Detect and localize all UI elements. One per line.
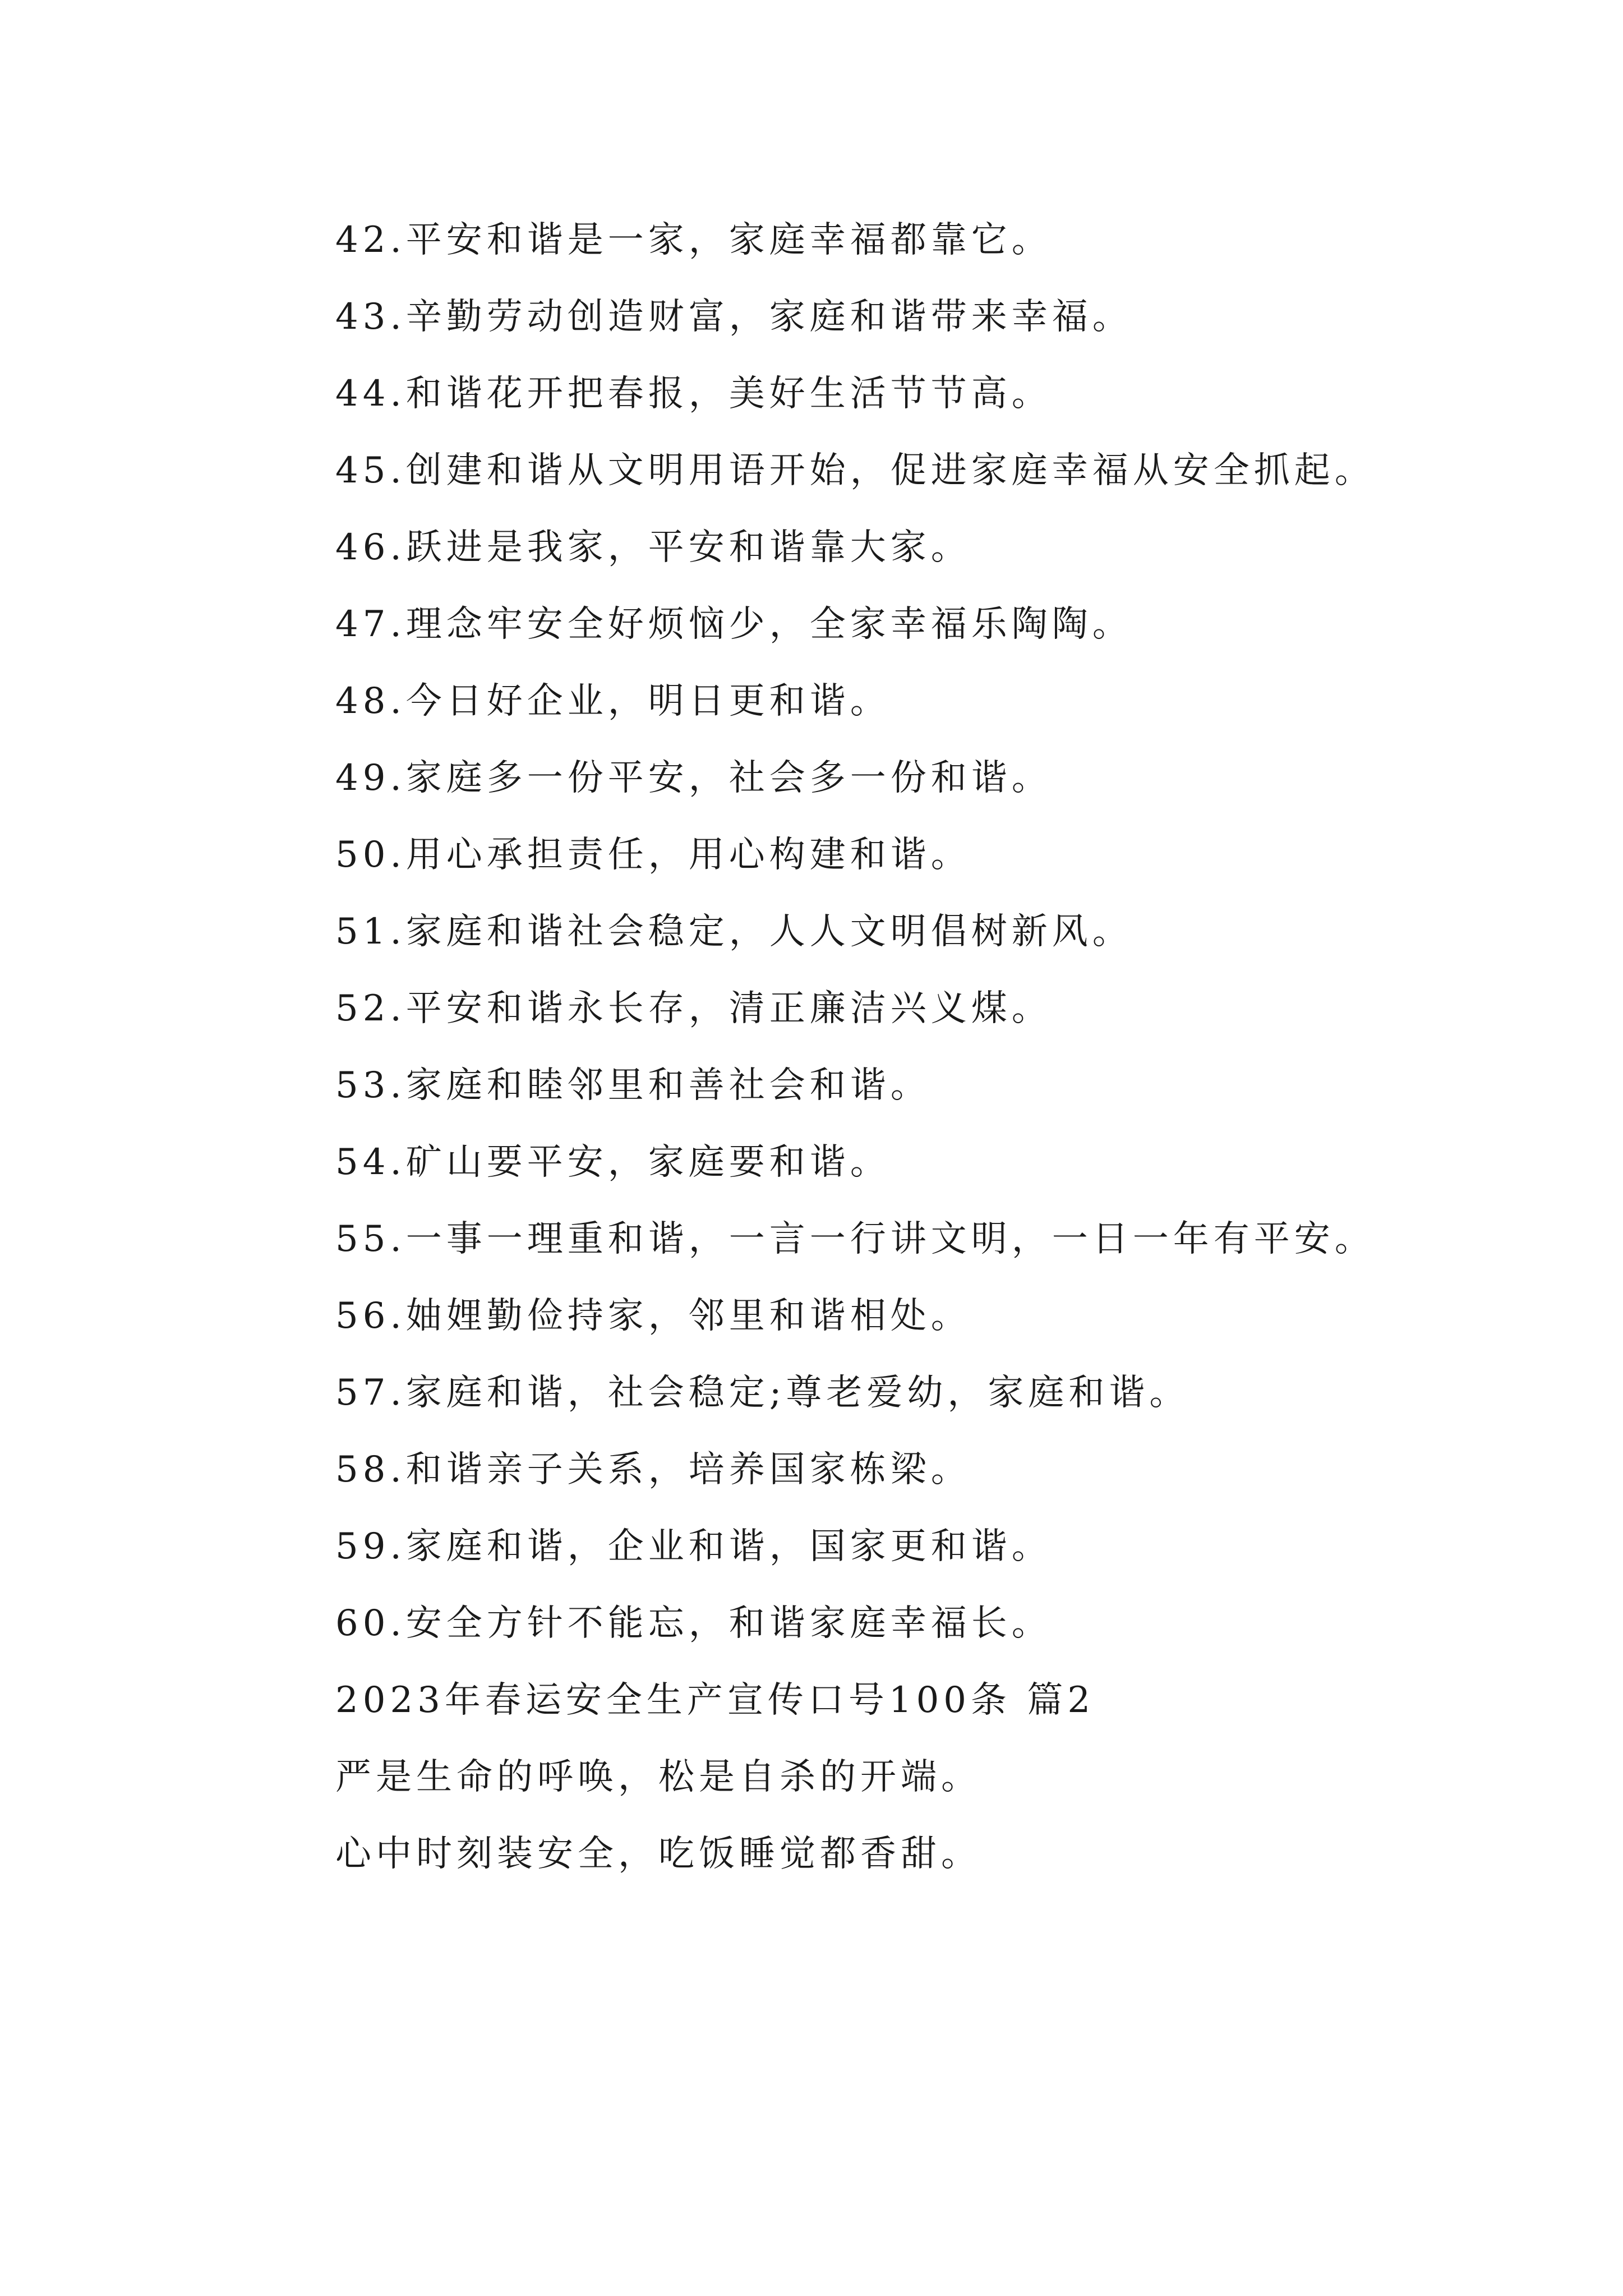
slogan-56: 56.妯娌勤俭持家，邻里和谐相处。 (335, 1295, 971, 1337)
slogan-50: 50.用心承担责任，用心构建和谐。 (335, 834, 971, 876)
slogan-45: 45.创建和谐从文明用语开始，促进家庭幸福从安全抓起。 (335, 450, 1375, 491)
slogan-52: 52.平安和谐永长存，清正廉洁兴义煤。 (335, 988, 1052, 1029)
slogan-60: 60.安全方针不能忘，和谐家庭幸福长。 (335, 1603, 1052, 1644)
slogan-59: 59.家庭和谐，企业和谐，国家更和谐。 (335, 1526, 1052, 1567)
slogan-46: 46.跃进是我家，平安和谐靠大家。 (335, 527, 971, 568)
slogan-section2-2: 心中时刻装安全，吃饭睡觉都香甜。 (335, 1833, 981, 1875)
slogan-42: 42.平安和谐是一家，家庭幸福都靠它。 (335, 219, 1052, 261)
document-body (246, 202, 1390, 1893)
slogan-47: 47.理念牢安全好烦恼少，全家幸福乐陶陶。 (335, 604, 1133, 645)
slogan-section2-1: 严是生命的呼唤，松是自杀的开端。 (335, 1756, 981, 1798)
slogan-44: 44.和谐花开把春报，美好生活节节高。 (335, 373, 1052, 415)
section-heading: 2023年春运安全生产宣传口号100条 篇2 (335, 1680, 1095, 1721)
slogan-57: 57.家庭和谐，社会稳定;尊老爱幼，家庭和谐。 (335, 1372, 1190, 1414)
slogan-51: 51.家庭和谐社会稳定，人人文明倡树新风。 (335, 911, 1133, 953)
slogan-58: 58.和谐亲子关系，培养国家栋梁。 (335, 1449, 971, 1490)
slogan-49: 49.家庭多一份平安，社会多一份和谐。 (335, 757, 1052, 799)
slogan-43: 43.辛勤劳动创造财富，家庭和谐带来幸福。 (335, 296, 1133, 338)
slogan-53: 53.家庭和睦邻里和善社会和谐。 (335, 1065, 931, 1106)
slogan-48: 48.今日好企业，明日更和谐。 (335, 680, 891, 722)
slogan-55: 55.一事一理重和谐，一言一行讲文明，一日一年有平安。 (335, 1218, 1375, 1260)
slogan-54: 54.矿山要平安，家庭要和谐。 (335, 1142, 891, 1183)
